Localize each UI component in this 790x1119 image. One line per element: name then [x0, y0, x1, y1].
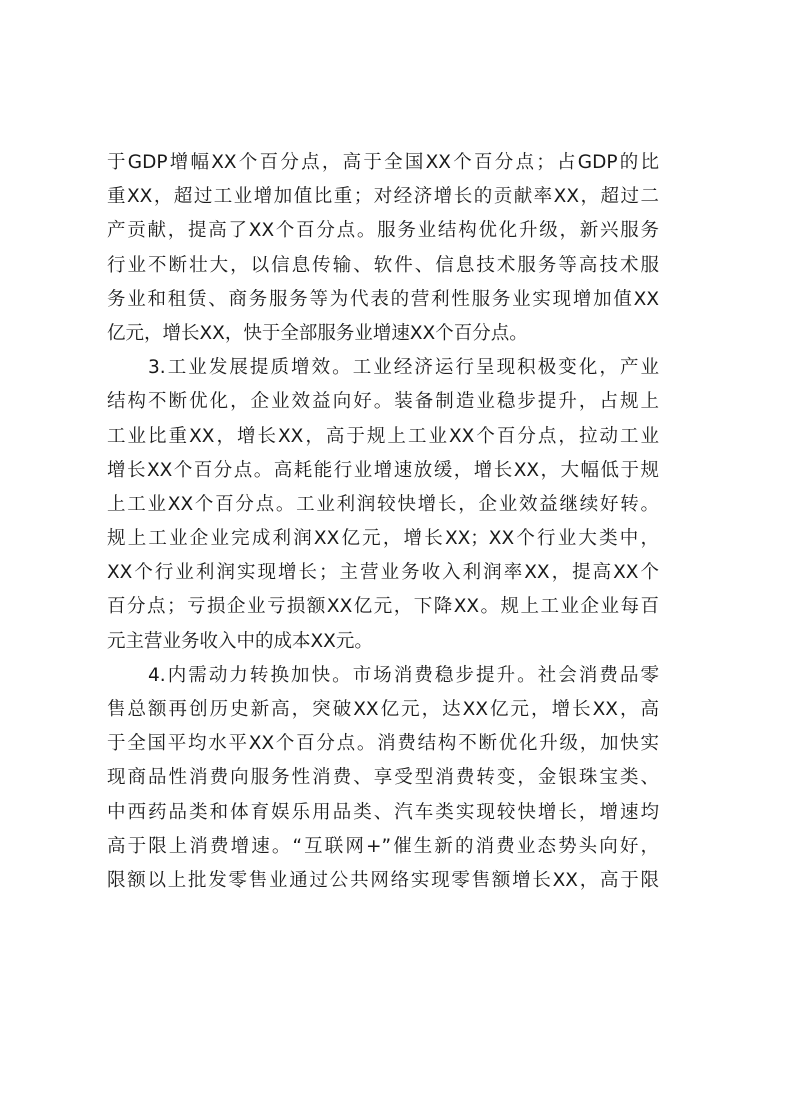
text-line: 重XX，超过工业增加值比重；对经济增长的贡献率XX，超过二	[107, 186, 659, 208]
text-line: 务业和租赁、商务服务等为代表的营利性服务业实现增加值XX	[107, 288, 659, 310]
text-line: 结构不断优化，企业效益向好。装备制造业稳步提升，占规上	[107, 391, 659, 413]
text-line: 于全国平均水平XX个百分点。消费结构不断优化升级，加快实	[107, 733, 659, 755]
text-line: 工业比重XX，增长XX，高于规上工业XX个百分点，拉动工业	[107, 425, 659, 447]
text-line: 于GDP增幅XX个百分点，高于全国XX个百分点；占GDP的比	[107, 152, 659, 173]
text-line: 规上工业企业完成利润XX亿元，增长XX；XX个行业大类中，	[107, 528, 659, 550]
text-line: 中西药品类和体育娱乐用品类、汽车类实现较快增长，增速均	[107, 801, 659, 823]
body-text	[107, 146, 659, 898]
text-line: 行业不断壮大，以信息传输、软件、信息技术服务等高技术服	[107, 254, 659, 276]
text-line: 百分点；亏损企业亏损额XX亿元，下降XX。规上工业企业每百	[107, 596, 659, 618]
text-line: 上工业XX个百分点。工业利润较快增长，企业效益继续好转。	[107, 493, 659, 515]
text-line: XX个行业利润实现增长；主营业务收入利润率XX，提高XX个	[107, 562, 659, 584]
text-line: 售总额再创历史新高，突破XX亿元，达XX亿元，增长XX，高	[107, 699, 659, 720]
text-line: 增长XX个百分点。高耗能行业增速放缓，增长XX，大幅低于规	[107, 459, 659, 481]
text-line: 现商品性消费向服务性消费、享受型消费转变，金银珠宝类、	[107, 767, 659, 789]
section-heading-line: 3.工业发展提质增效。工业经济运行呈现积极变化，产业	[148, 357, 659, 379]
text-line: 亿元，增长XX，快于全部服务业增速XX个百分点。	[107, 322, 528, 344]
text-line: 元主营业务收入中的成本XX元。	[107, 630, 373, 652]
text-line: 产贡献，提高了XX个百分点。服务业结构优化升级，新兴服务	[107, 220, 659, 242]
section-heading-line: 4.内需动力转换加快。市场消费稳步提升。社会消费品零	[148, 664, 659, 686]
text-line: 限额以上批发零售业通过公共网络实现零售额增长XX，高于限	[107, 869, 659, 891]
text-line: 高于限上消费增速。“互联网+”催生新的消费业态势头向好，	[107, 835, 659, 857]
